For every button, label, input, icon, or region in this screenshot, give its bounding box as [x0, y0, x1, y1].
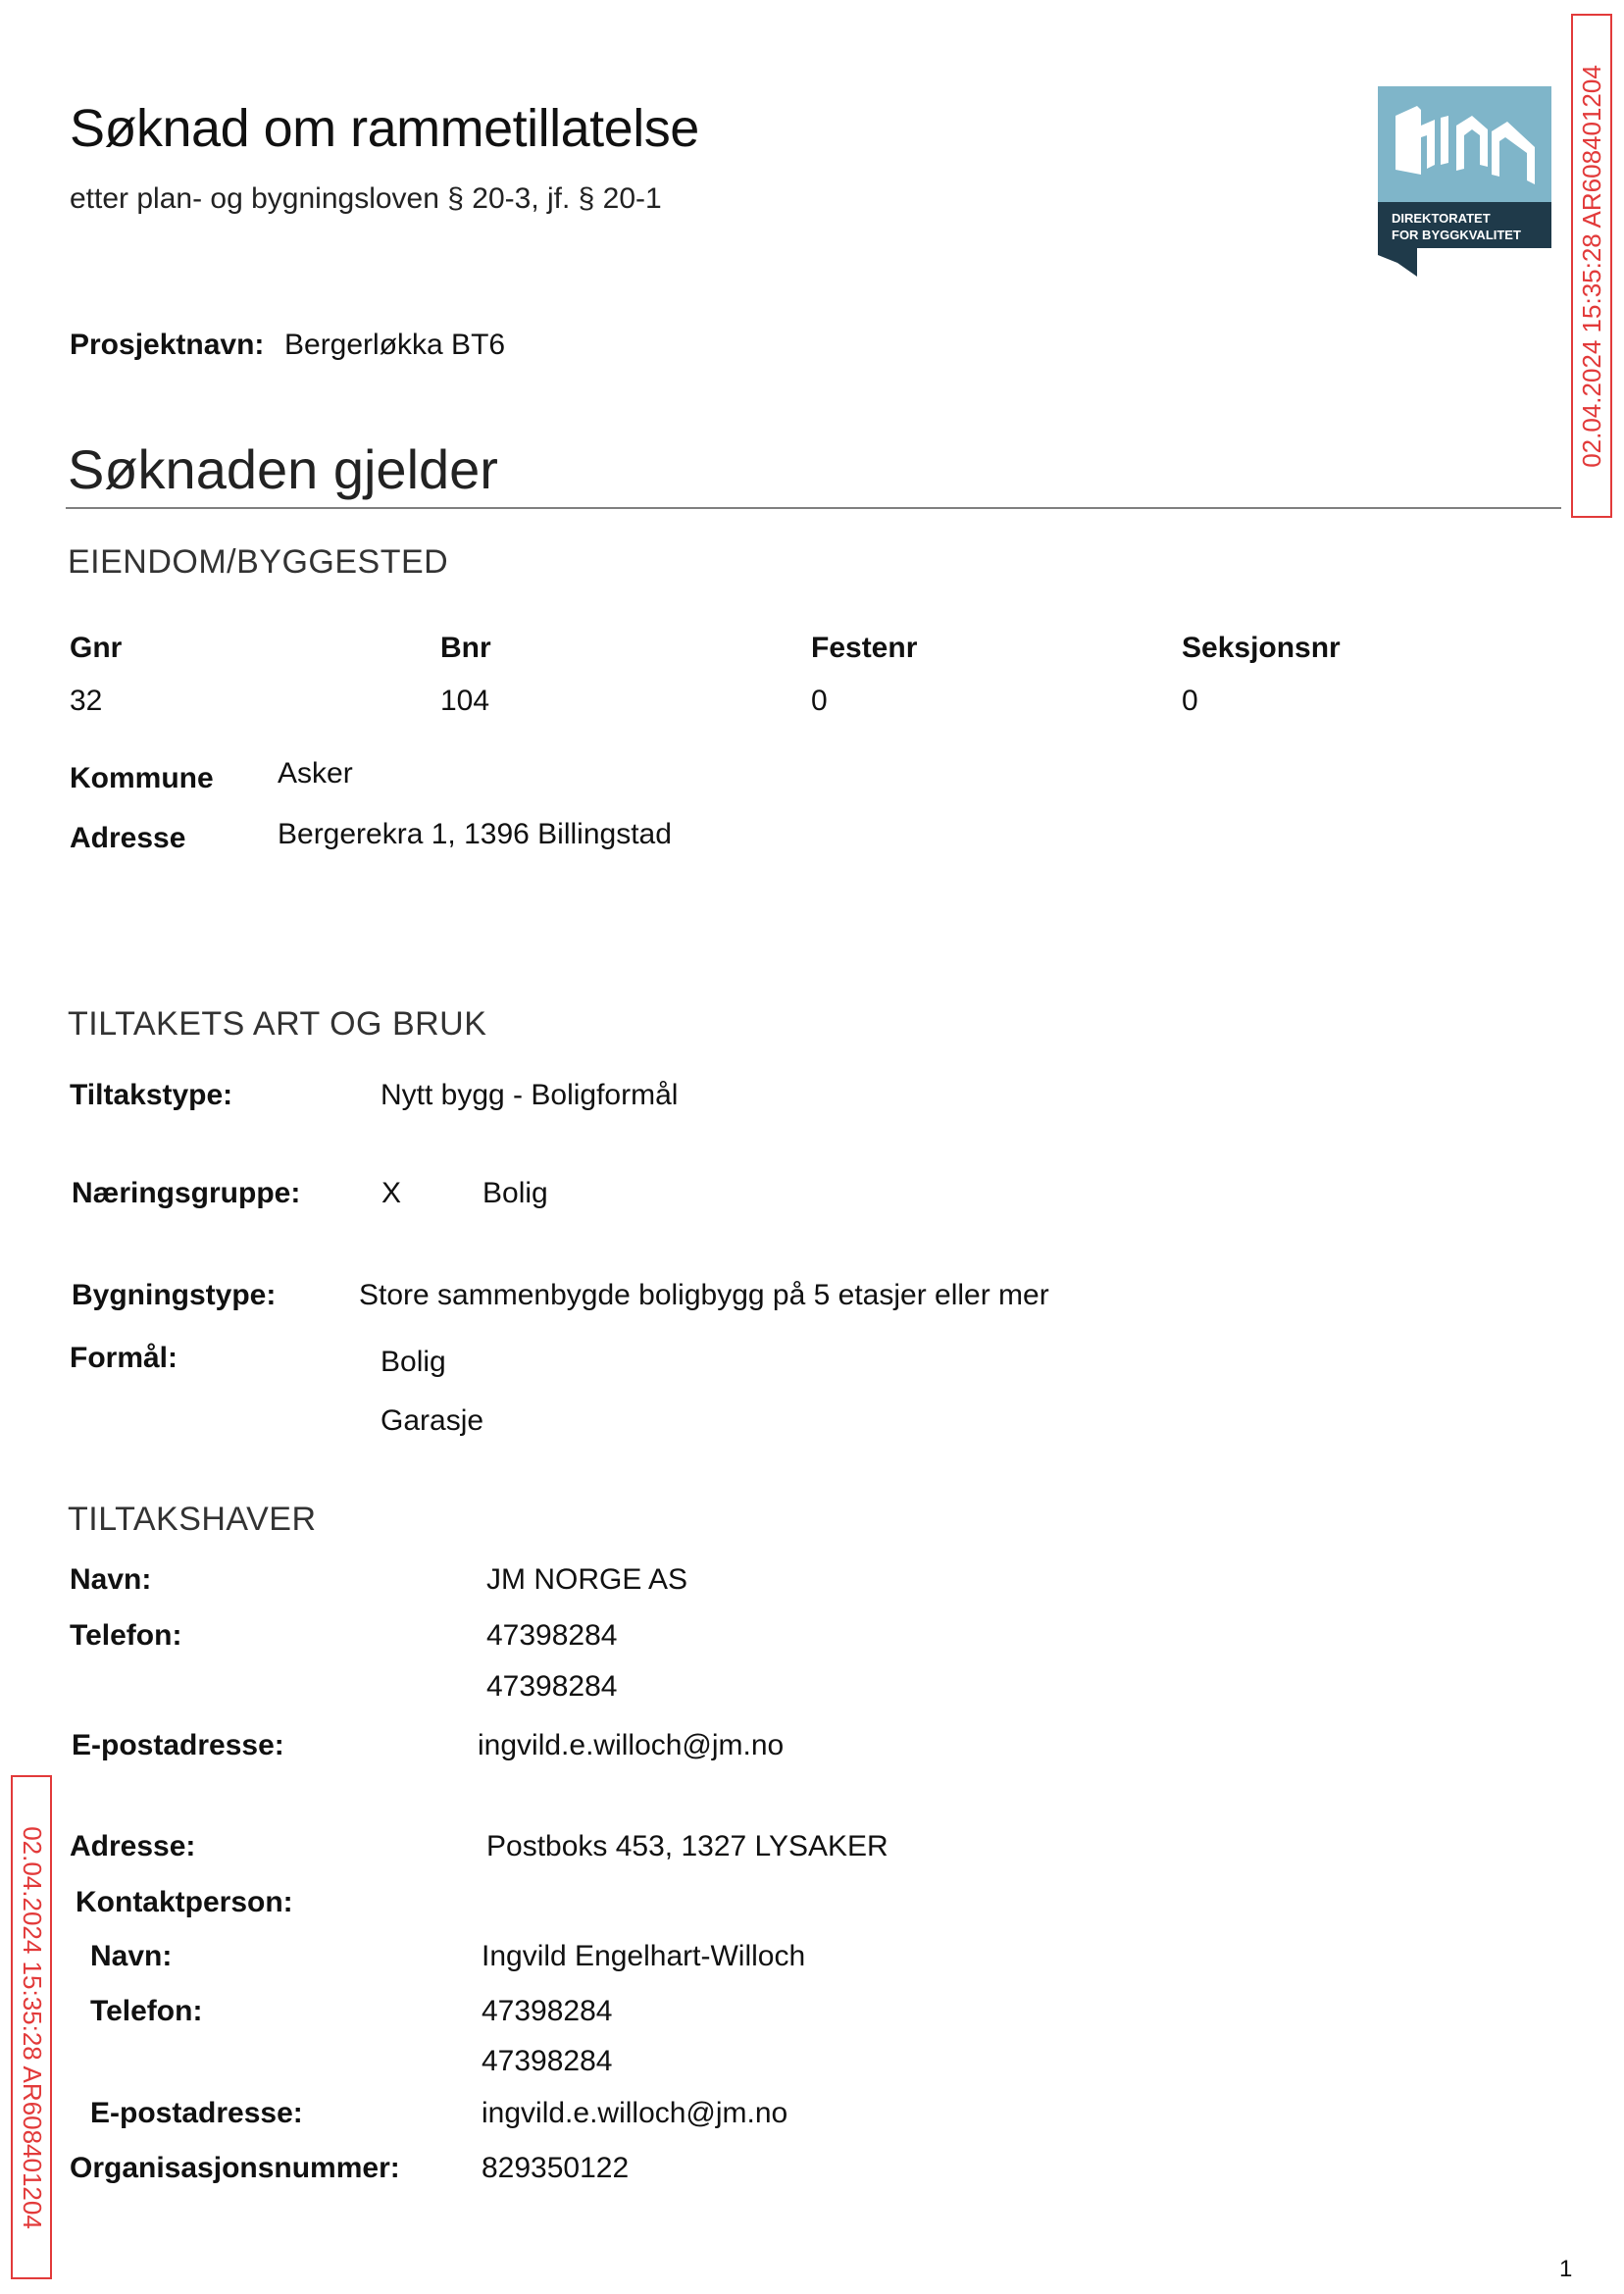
document-title: Søknad om rammetillatelse [70, 99, 699, 158]
naeringsgruppe-value: Bolig [482, 1177, 548, 1209]
timestamp-stamp-top [1571, 14, 1612, 518]
formal-value-2: Garasje [381, 1404, 484, 1437]
adresse-value: Bergerekra 1, 1396 Billingstad [278, 818, 672, 850]
formal-value-1: Bolig [381, 1346, 446, 1378]
tiltakshaver-navn-value: JM NORGE AS [486, 1563, 688, 1596]
orgnr-value: 829350122 [482, 2152, 630, 2184]
gnr-label: Gnr [70, 632, 123, 664]
logo-text-line2: FOR BYGGKVALITET [1392, 228, 1521, 242]
tiltakstype-value: Nytt bygg - Boligformål [381, 1079, 679, 1111]
seksjonsnr-value: 0 [1182, 685, 1198, 717]
seksjonsnr-label: Seksjonsnr [1182, 632, 1341, 664]
tiltakshaver-navn-label: Navn: [70, 1563, 152, 1596]
tiltakstype-label: Tiltakstype: [70, 1079, 233, 1111]
kontakt-epost-label: E-postadresse: [90, 2097, 303, 2129]
tiltakshaver-adresse-label: Adresse: [70, 1830, 196, 1862]
formal-label: Formål: [70, 1342, 178, 1374]
kontakt-epost-value: ingvild.e.willoch@jm.no [482, 2097, 788, 2129]
kommune-label: Kommune [70, 762, 214, 794]
logo-graphic [1378, 86, 1551, 277]
tiltakshaver-telefon-value-1: 47398284 [486, 1619, 618, 1652]
project-label: Prosjektnavn: [70, 329, 265, 361]
kontaktperson-label: Kontaktperson: [76, 1886, 293, 1918]
kontakt-telefon-value-1: 47398284 [482, 1995, 613, 2027]
naeringsgruppe-code: X [381, 1177, 402, 1209]
kontakt-navn-value: Ingvild Engelhart-Willoch [482, 1940, 806, 1972]
orgnr-label: Organisasjonsnummer: [70, 2152, 400, 2184]
kontakt-navn-label: Navn: [90, 1940, 173, 1972]
gnr-value: 32 [70, 685, 103, 717]
tiltakshaver-epost-value: ingvild.e.willoch@jm.no [478, 1729, 785, 1761]
bnr-label: Bnr [440, 632, 491, 664]
festenr-value: 0 [811, 685, 828, 717]
section-divider [66, 507, 1561, 509]
stamp-text: 02.04.2024 15:35:28 AR608401204 [17, 1825, 47, 2229]
tiltakshaver-telefon-value-2: 47398284 [486, 1670, 618, 1703]
kontakt-telefon-label: Telefon: [90, 1995, 203, 2027]
bnr-value: 104 [440, 685, 490, 717]
festenr-label: Festenr [811, 632, 918, 664]
kommune-value: Asker [278, 757, 353, 790]
page-number: 1 [1559, 2256, 1573, 2282]
bygningstype-value: Store sammenbygde boligbygg på 5 etasjer eller mer [359, 1279, 1049, 1311]
tiltakshaver-epost-label: E-postadresse: [72, 1729, 284, 1761]
property-heading: EIENDOM/BYGGESTED [68, 543, 449, 581]
kontakt-telefon-value-2: 47398284 [482, 2045, 613, 2077]
bygningstype-label: Bygningstype: [72, 1279, 277, 1311]
dibk-logo [1378, 86, 1551, 277]
project-value: Bergerløkka BT6 [284, 329, 506, 361]
adresse-label: Adresse [70, 822, 186, 854]
document-subtitle: etter plan- og bygningsloven § 20-3, jf. § 20-1 [70, 182, 662, 215]
naeringsgruppe-label: Næringsgruppe: [72, 1177, 301, 1209]
section-heading: Søknaden gjelder [68, 438, 498, 500]
tiltak-heading: TILTAKETS ART OG BRUK [68, 1005, 487, 1043]
logo-text-line1: DIREKTORATET [1392, 211, 1491, 226]
tiltakshaver-telefon-label: Telefon: [70, 1619, 182, 1652]
stamp-text: 02.04.2024 15:35:28 AR608401204 [1576, 64, 1606, 468]
timestamp-stamp-bottom [11, 1775, 52, 2279]
tiltakshaver-heading: TILTAKSHAVER [68, 1501, 317, 1538]
tiltakshaver-adresse-value: Postboks 453, 1327 LYSAKER [486, 1830, 888, 1862]
